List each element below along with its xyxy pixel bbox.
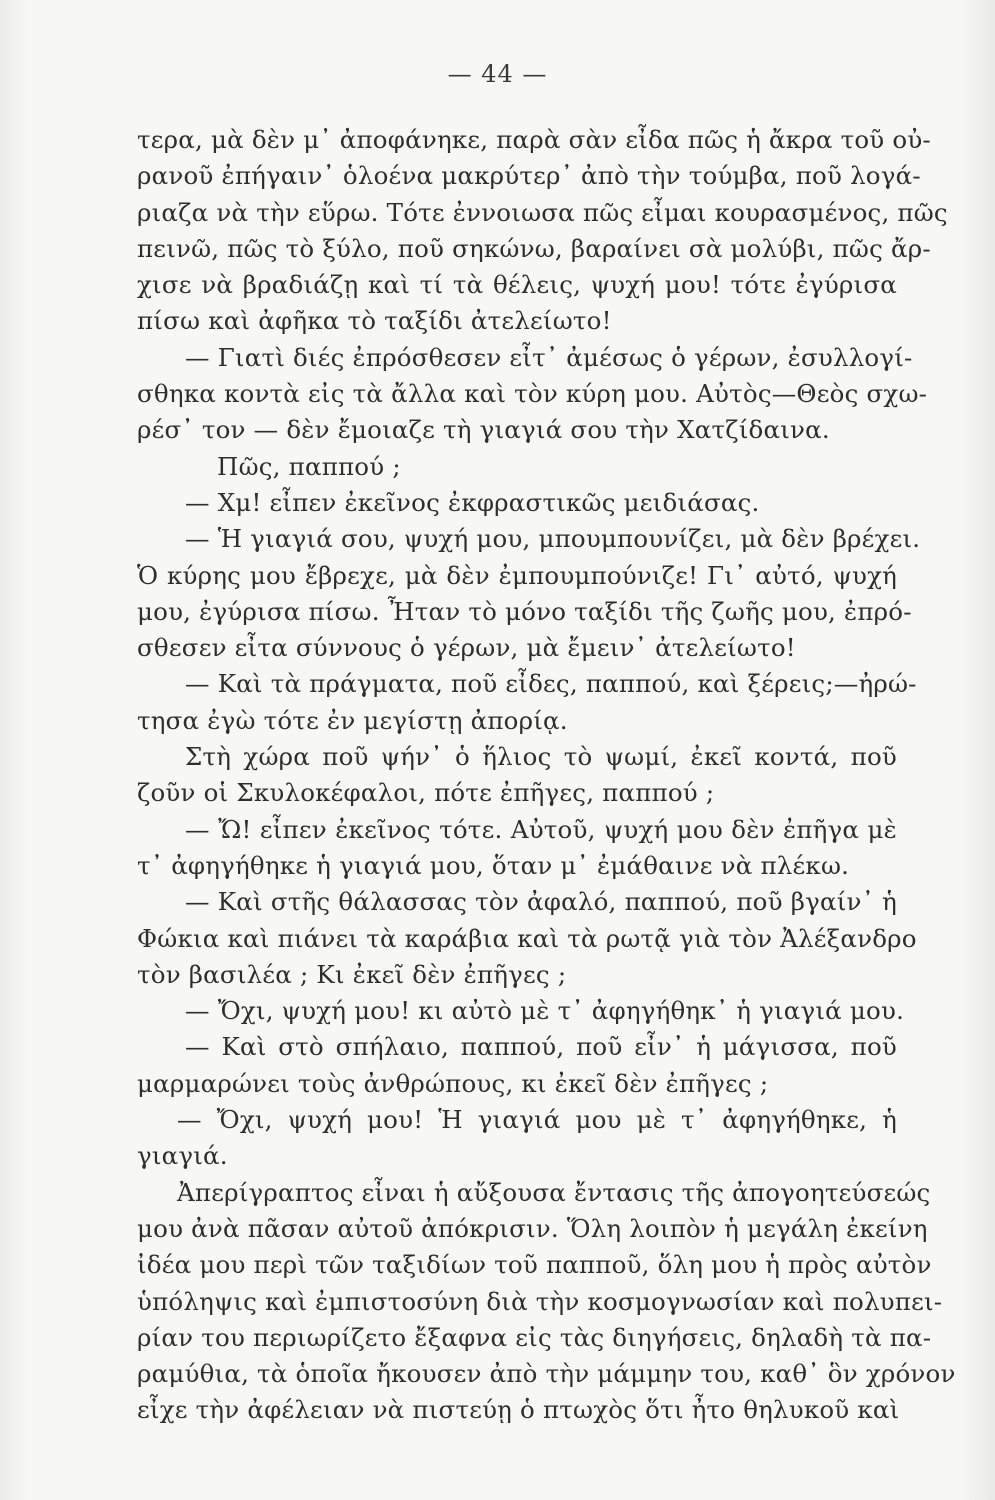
text-line: τερα, μὰ δὲν μ᾿ ἀποφάνηκε, παρὰ σὰν εἶδα πῶς ἡ ἄκρα τοῦ οὐ- [137, 125, 931, 154]
text-line: ζοῦν οἱ Σκυλοκέφαλοι, πότε ἐπῆγες, παππού ; [137, 778, 715, 808]
text-line: ἰδέα μου περὶ τῶν ταξιδίων τοῦ παπποῦ, ὅλη μου ἡ πρὸς αὐτὸν [137, 1250, 932, 1280]
body-text [137, 122, 956, 1429]
text-line: Ἀπερίγραπτος εἶναι ἡ αὔξουσα ἔντασις τῆς ἀπογοητεύσεώς [177, 1177, 931, 1207]
text-line: σθηκα κοντὰ εἰς τὰ ἄλλα καὶ τὸν κύρη μου. Αὐτὸς—Θεὸς σχω- [137, 379, 928, 409]
text-line: ραμύθια, τὰ ὁποῖα ἤκουσεν ἀπὸ τὴν μάμμην του, καθ᾿ ὃν χρόνον [137, 1359, 956, 1389]
text-line: γιαγιά. [137, 1141, 228, 1171]
text-line: — Χμ! εἶπεν ἐκεῖνος ἐκφραστικῶς μειδιάσας. [185, 487, 760, 517]
text-line: μαρμαρώνει τοὺς ἀνθρώπους, κι ἐκεῖ δὲν ἐπῆγες ; [137, 1068, 769, 1098]
text-line: Φώκια καὶ πιάνει τὰ καράβια καὶ τὰ ρωτᾷ γιὰ τὸν Ἀλέξανδρο [137, 923, 917, 953]
text-line: μου, ἐγύρισα πίσω. Ἦταν τὸ μόνο ταξίδι τῆς ζωῆς μου, ἐπρό- [137, 596, 912, 626]
text-line: — Ὄχι, ψυχή μου! Ἡ γιαγιά μου μὲ τ᾿ ἀφηγήθηκε, ἡ [177, 1105, 897, 1135]
text-line: — Καὶ στῆς θάλασσας τὸν ἀφαλό, παππού, ποῦ βγαίν᾿ ἡ [185, 887, 897, 917]
page-number: — 44 — [447, 60, 548, 88]
text-line: σθεσεν εἶτα σύννους ὁ γέρων, μὰ ἔμειν᾿ ἀτελείωτο! [137, 633, 796, 663]
text-line: χισε νὰ βραδιάζῃ καὶ τί τὰ θέλεις, ψυχή μου! τότε ἐγύρισα [137, 270, 897, 300]
text-line: ὑπόληψις καὶ ἐμπιστοσύνη διὰ τὴν κοσμογνωσίαν καὶ πολυπει- [137, 1286, 943, 1316]
text-line: Ὁ κύρης μου ἔβρεχε, μὰ δὲν ἐμπουμπούνιζε! Γι᾿ αὐτό, ψυχή [137, 560, 897, 590]
text-line: — Γιατὶ διές ἐπρόσθεσεν εἶτ᾿ ἀμέσως ὁ γέρων, ἐσυλλογί- [185, 342, 913, 372]
text-line: — Καὶ τὰ πράγματα, ποῦ εἶδες, παππού, καὶ ξέρεις;—ἠρώ- [185, 669, 917, 699]
text-line: — Καὶ στὸ σπήλαιο, παππού, ποῦ εἶν᾿ ἡ μάγισσα, ποῦ [185, 1032, 897, 1062]
text-line: — Ἡ γιαγιά σου, ψυχή μου, μπουμπουνίζει, μὰ δὲν βρέχει. [185, 524, 921, 554]
text-line: πίσω καὶ ἀφῆκα τὸ ταξίδι ἀτελείωτο! [137, 306, 612, 336]
text-line: πεινῶ, πῶς τὸ ξύλο, ποῦ σηκώνω, βαραίνει σὰ μολύβι, πῶς ἄρ- [137, 233, 931, 263]
text-line: εἶχε τὴν ἀφέλειαν νὰ πιστεύῃ ὁ πτωχὸς ὅτι ἦτο θηλυκοῦ καὶ [137, 1395, 900, 1425]
text-line: Πῶς, παππού ; [217, 451, 401, 481]
text-line: — Ὄχι, ψυχή μου! κι αὐτὸ μὲ τ᾿ ἀφηγήθηκ᾿ ἡ γιαγιά μου. [185, 996, 905, 1026]
text-line: ριαζα νὰ τὴν εὕρω. Τότε ἐννοιωσα πῶς εἶμαι κουρασμένος, πῶς [137, 197, 948, 227]
text-line: Στὴ χώρα ποῦ ψήν᾿ ὁ ἥλιος τὸ ψωμί, ἐκεῖ κοντά, ποῦ [185, 742, 897, 772]
text-line: ρανοῦ ἐπήγαιν᾿ ὁλοένα μακρύτερ᾿ ἀπὸ τὴν τούμβα, ποῦ λογά- [137, 161, 921, 191]
text-line: τὸν βασιλέα ; Κι ἐκεῖ δὲν ἐπῆγες ; [137, 959, 567, 989]
text-line: μου ἀνὰ πᾶσαν αὐτοῦ ἀπόκρισιν. Ὅλη λοιπὸν ἡ μεγάλη ἐκείνη [137, 1213, 928, 1243]
text-line: ρίαν του περιωρίζετο ἔξαφνα εἰς τὰς διηγήσεις, δηλαδὴ τὰ πα- [137, 1322, 932, 1352]
text-line: τ᾿ ἀφηγήθηκε ἡ γιαγιά μου, ὅταν μ᾿ ἐμάθαινε νὰ πλέκω. [137, 850, 850, 880]
text-line: ρέσ᾿ τον — δὲν ἔμοιαζε τὴ γιαγιά σου τὴν Χατζίδαινα. [137, 415, 830, 445]
text-line: — Ὤ! εἶπεν ἐκεῖνος τότε. Αὐτοῦ, ψυχή μου δὲν ἐπῆγα μὲ [185, 814, 897, 844]
text-line: τησα ἐγὼ τότε ἐν μεγίστῃ ἀπορίᾳ. [137, 705, 568, 735]
